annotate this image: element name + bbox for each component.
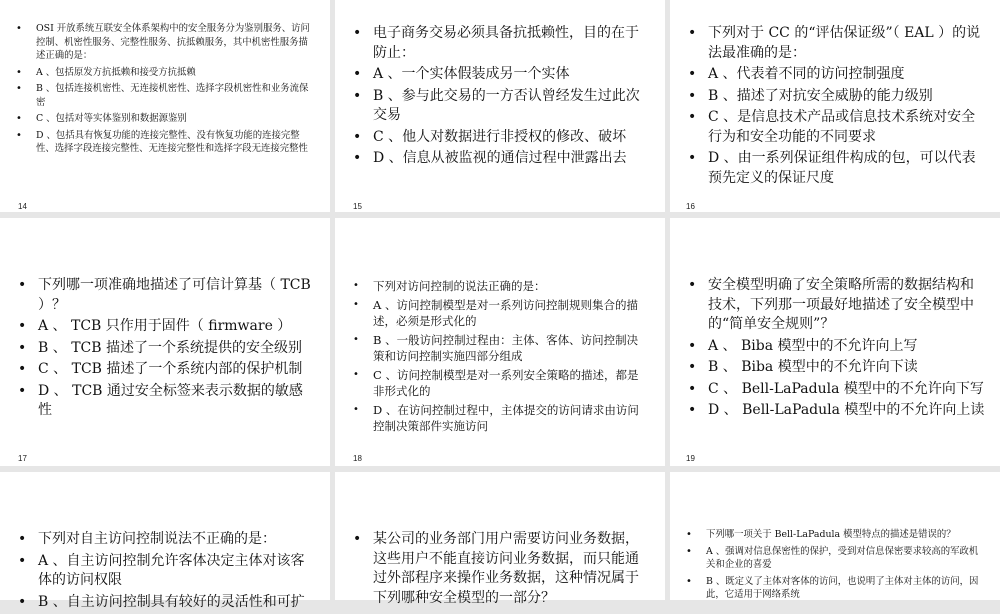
slide-21[interactable] (335, 472, 665, 606)
page-number: 16 (686, 202, 695, 211)
option-a: • A 、包括原发方抗抵赖和接受方抗抵赖 (16, 66, 311, 80)
option-c: • C 、 Bell-LaPadula 模型中的不允许向下写 (688, 380, 986, 400)
slide-18[interactable] (335, 218, 665, 466)
page-number: 18 (353, 454, 362, 463)
option-c: • C 、 TCB 描述了一个系统内部的保护机制 (18, 360, 313, 380)
option-a: • A 、 TCB 只作用于固件（ firmware ） (18, 317, 313, 337)
page-number: 17 (18, 454, 27, 463)
option-a: • A 、强调对信息保密性的保护，受到对信息保密要求较高的军政机关和企业的喜爱 (686, 545, 986, 572)
option-d: • D 、包括具有恢复功能的连接完整性、没有恢复功能的连接完整性、选择字段连接完整性、无连接完整性和选择字段无连接完整性 (16, 129, 311, 156)
option-d: • D 、由一系列保证组件构成的包，可以代表预先定义的保证尺度 (688, 149, 986, 188)
option-a: • A 、访问控制模型是对一系列访问控制规则集合的描述，必须是形式化的 (353, 297, 643, 329)
option-c: • C 、访问控制模型是对一系列安全策略的描述，都是非形式化的 (353, 367, 643, 399)
option-b: • B 、 Biba 模型中的不允许向下读 (688, 358, 986, 378)
option-b: • B 、一般访问控制过程由：主体、客体、访问控制决策和访问控制实施四部分组成 (353, 332, 643, 364)
option-b: • B 、包括连接机密性、无连接机密性、选择字段机密性和业务流保密 (16, 82, 311, 109)
question-text: • 某公司的业务部门用户需要访问业务数据，这些用户不能直接访问业务数据，而只能通过外部程序来操作业务数据，这种情况属于下列哪种安全模型的一部分？ (353, 530, 643, 608)
option-d: • D 、 TCB 通过安全标签来表示数据的敏感性 (18, 382, 313, 421)
page-number: 14 (18, 202, 27, 211)
slide-19-bullets (688, 276, 986, 423)
option-d: • D 、 Bell-LaPadula 模型中的不允许向上读 (688, 401, 986, 421)
slide-16-bullets (688, 24, 986, 190)
option-c: • C 、是信息技术产品或信息技术系统对安全行为和安全功能的不同要求 (688, 108, 986, 147)
question-text: • 下列哪一项准确地描述了可信计算基（ TCB ）？ (18, 276, 313, 315)
question-text: • 电子商务交易必须具备抗抵赖性，目的在于防止： (353, 24, 643, 63)
option-b: • B 、自主访问控制具有较好的灵活性和可扩 (18, 593, 313, 613)
slide-15-bullets (353, 24, 643, 171)
option-d: • D 、在访问控制过程中，主体提交的访问请求由访问控制决策部件实施访问 (353, 402, 643, 434)
slide-22-bullets (686, 528, 986, 605)
slide-16[interactable] (670, 0, 1000, 212)
slide-19[interactable] (670, 218, 1000, 466)
question-text: • 下列对于 CC 的“评估保证级”（ EAL ）的说法最准确的是： (688, 24, 986, 63)
option-a: • A 、 Biba 模型中的不允许向上写 (688, 337, 986, 357)
option-c: • C 、包括对等实体鉴别和数据源鉴别 (16, 112, 311, 126)
option-b: • B 、既定义了主体对客体的访问，也说明了主体对主体的访问，因此，它适用于网络系统 (686, 575, 986, 602)
question-text: • 下列哪一项关于 Bell-LaPadula 模型特点的描述是错误的？ (686, 528, 986, 542)
slide-18-bullets (353, 278, 643, 437)
slide-22[interactable] (670, 472, 1000, 600)
question-text: • 下列对访问控制的说法正确的是： (353, 278, 643, 294)
page-number: 19 (686, 454, 695, 463)
option-c: • C 、他人对数据进行非授权的修改、破坏 (353, 128, 643, 148)
slide-15[interactable] (335, 0, 665, 212)
question-text: • 下列对自主访问控制说法不正确的是： (18, 530, 313, 550)
option-b: • B 、参与此交易的一方否认曾经发生过此次交易 (353, 87, 643, 126)
option-b: • B 、描述了对抗安全威胁的能力级别 (688, 87, 986, 107)
question-text: • OSI 开放系统互联安全体系架构中的安全服务分为鉴别服务、访问控制、机密性服务、完整性服务、抗抵赖服务，其中机密性服务描述正确的是： (16, 22, 311, 63)
slide-20[interactable] (0, 472, 330, 610)
option-d: • D 、信息从被监视的通信过程中泄露出去 (353, 149, 643, 169)
option-a: • A 、一个实体假装成另一个实体 (353, 65, 643, 85)
option-a: • A 、代表着不同的访问控制强度 (688, 65, 986, 85)
page-number: 15 (353, 202, 362, 211)
option-b: • B 、 TCB 描述了一个系统提供的安全级别 (18, 339, 313, 359)
slide-20-bullets (18, 530, 313, 614)
option-a: • A 、自主访问控制允许客体决定主体对该客体的访问权限 (18, 552, 313, 591)
slide-21-bullets (353, 530, 643, 610)
question-text: • 安全模型明确了安全策略所需的数据结构和技术，下列那一项最好地描述了安全模型中的“简单安全规则”？ (688, 276, 986, 335)
slide-17[interactable] (0, 218, 330, 466)
slide-17-bullets (18, 276, 313, 423)
slide-14[interactable] (0, 0, 330, 212)
slide-14-bullets (16, 22, 311, 159)
